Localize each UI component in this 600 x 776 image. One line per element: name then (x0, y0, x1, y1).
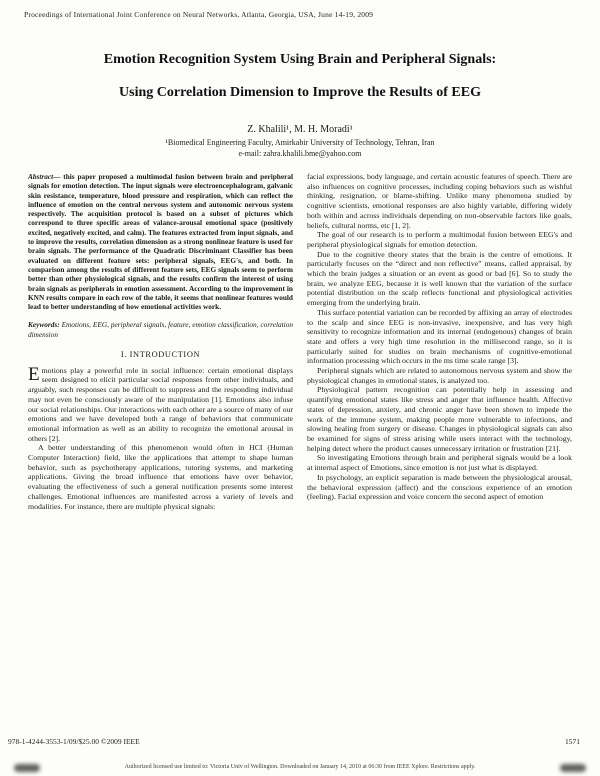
paper-title-line2: Using Correlation Dimension to Improve the Results of EEG (119, 85, 481, 100)
license-notice: Authorized licensed use limited to: Victoria Univ of Wellington. Downloaded on January 14, 2010 at 06:30 from IEEE Xplore. Restrictions apply. (124, 764, 476, 770)
abstract-label: Abstract— (28, 172, 61, 181)
abstract-text: this paper proposed a multimodal fusion between brain and peripheral signals for emotion detection. The input signals were electroencephalogram, galvanic skin resistance, temperature, blood pressure and respiration, which can reflect the influence of emotion on the central nervous system and autonomic nervous system respectively. The acquisition protocol is based on a subset of pictures which correspond to three specific areas of valance-arousal emotional space (positively excited, negatively excited, and calm). The features extracted from input signals, and to improve the results, correlation dimension as a strong nonlinear feature is used for brain signals. The performance of the Quadratic Discriminant Classifier has been evaluated on different feature sets: peripheral signals, EEG's, and both. In comparison among the results of different feature sets, EEG signals seem to perform better than other physiological signals, and the results confirm the interest of using brain signals as peripherals in emotion assessment. According to the improvement in KNN results compare in each row of the table, it seems that nonlinear features would lead to better understanding of how emotional activities work. (28, 172, 293, 312)
body-paragraph: facial expressions, body language, and certain acoustic features of speech. There are also influences on cognitive processes, including coping behaviors such as wishful thinking, resignation, or blame-shifting. Unlike many phenomena studied by cognitive scientists, emotional responses are also highly variable, differing widely both within and across individuals depending on non-observable factors like goals, beliefs, cultural norms, etc [1, 2]. (307, 172, 572, 230)
body-paragraph: In psychology, an explicit separation is made between the physiological arousal, the behavioral expression (affect) and the conscious experience of an emotion (feeling). Facial expression and voice concern the second aspect of emotion (307, 472, 572, 502)
keywords-text: Emotions, EEG, peripheral signals, feature, emotion classification, correlation dimension (28, 320, 293, 339)
intro-paragraph-2: A better understanding of this phenomenon would often in HCI (Human Computer Interaction) field, like the applications that attempt to shape human behavior, such as psychotherapy applications, tutoring systems, and marketing applications. Giving the broad influence that emotions have over behavior, evaluating the effectiveness of such a general notification presents some interest challenges. Emotional influences are manifested across a variety of levels and modalities. For instance, there are multiple physical signals: (28, 443, 293, 511)
copyright-line: 978-1-4244-3553-1/09/$25.00 ©2009 IEEE (8, 737, 140, 746)
body-paragraph: This surface potential variation can be recorded by affixing an array of electrodes to the scalp and since EEG is non-invasive, inexpensive, and has very high sensitivity to recognize information and its internal (endogenous) changes of brain state and offers a very high time resolution in the millisecond range, so it is particularly suited for studies on brain mechanisms of cognitive-emotional information processing which occurs in the ms time scale range [3]. (307, 307, 572, 366)
two-column-body (28, 172, 572, 720)
right-column (307, 172, 572, 720)
scan-artifact-left (14, 764, 40, 772)
scan-artifact-right (560, 764, 586, 772)
dropcap-letter: E (28, 363, 40, 385)
intro-paragraph-1 (28, 363, 293, 444)
author-email: e-mail: zahra.khalili.bme@yahoo.com (238, 149, 362, 158)
abstract-paragraph (28, 172, 293, 311)
introduction-heading: I. INTRODUCTION (120, 350, 201, 360)
author-affiliation: ¹Biomedical Engineering Faculty, Amirkabir University of Technology, Tehran, Iran (165, 138, 435, 147)
body-paragraph: Due to the cognitive theory states that the brain is the centre of emotions. It particularly focuses on the “direct and non reflective” means, called appraisal, by which the brain judges a situation or an event as good or bad [6]. So to study the brain, we analyze EEG, because it is well known that the variation of the surface potential distribution on the scalp reflects functional and physiological activities emerging from the underlying brain. (307, 249, 572, 308)
page-number: 1571 (565, 737, 580, 746)
body-paragraph: Peripheral signals which are related to autonomous nervous system and show the physiological changes in emotional states, is analyzed too. (307, 366, 572, 385)
title-block (0, 52, 600, 101)
paper-title-line1: Emotion Recognition System Using Brain and Peripheral Signals: (103, 52, 497, 67)
intro-paragraph-1-text: motions play a powerful role in social influence: certain emotional displays seem designed to elicit particular social responses from other individuals, and arguably, such responses can be difficult to suppress and the responding individual may not even be consciously aware of the manipulation [1]. Emotions also infuse our social relationships. Our interactions with each other are a source of many of our emotions and we have developed both a range of behaviors that communicate emotional information as well as an ability to recognize the emotional arousal in others [2]. (28, 365, 293, 443)
author-names: Z. Khalili¹, M. H. Moradi¹ (247, 124, 353, 135)
keywords-label: Keywords: (28, 320, 60, 330)
left-column (28, 172, 293, 720)
body-paragraph: The goal of our research is to perform a multimodal fusion between EEG's and peripheral physiological signals for emotion detection. (307, 230, 572, 249)
proceedings-header: Proceedings of International Joint Conference on Neural Networks, Atlanta, Georgia, USA, June 14-19, 2009 (24, 10, 374, 19)
keywords-paragraph (28, 320, 293, 339)
body-paragraph: So investigating Emotions through brain and peripheral signals would be a look at internal aspect of Emotions, since emotion is not just what is displayed. (307, 453, 572, 473)
authors-block (0, 124, 600, 158)
body-paragraph: Physiological pattern recognition can potentially help in assessing and quantifying emotional states like stress and anger that influence health. Affective states of depression, anxiety, and chronic anger have been shown to impede the work of the immune system, making people more vulnerable to infections, and slowing healing from surgery or disease. Changes in physiological signals can also be examined for signs of stress arising while users interact with the technology, helping detect where the product causes unnecessary irritation or frustration [21]. (307, 385, 572, 453)
